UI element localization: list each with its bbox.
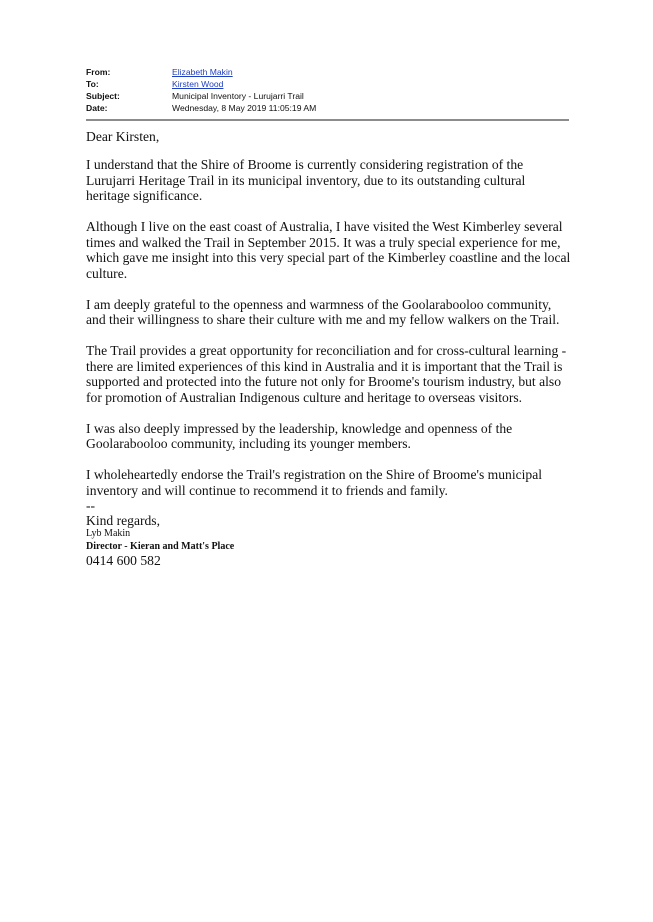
email-body bbox=[86, 129, 572, 569]
to-label: To: bbox=[86, 79, 99, 89]
body-paragraph: Although I live on the east coast of Australia, I have visited the West Kimberley several times and walked the Trail in September 2015. It was a truly special experience for me, which gave me insight into this very special part of the Kimberley coastline and the local culture. bbox=[86, 219, 571, 281]
header-divider bbox=[86, 119, 569, 121]
body-paragraph: I understand that the Shire of Broome is currently considering registration of the Lurujarri Heritage Trail in its municipal inventory, due to its outstanding cultural heritage significance. bbox=[86, 157, 526, 203]
signature-closing: Kind regards, bbox=[86, 513, 160, 528]
from-label: From: bbox=[86, 67, 111, 77]
body-paragraph: The Trail provides a great opportunity for reconciliation and for cross-cultural learning - there are limited experiences of this kind in Australia and it is important that the Trail is supported and protected into the future not only for Broome's tourism industry, but also for promotion of Australian Indigenous culture and heritage to overseas visitors. bbox=[86, 343, 567, 405]
body-paragraph: I was also deeply impressed by the leadership, knowledge and openness of the Goolarabooloo community, including its younger members. bbox=[86, 420, 513, 451]
from-sender-link[interactable]: Elizabeth Makin bbox=[172, 67, 233, 77]
body-paragraph: I wholeheartedly endorse the Trail's registration on the Shire of Broome's municipal inventory and will continue to recommend it to friends and family. bbox=[86, 467, 543, 498]
email-header-subject-row bbox=[86, 90, 570, 102]
email-header-date-row bbox=[86, 102, 570, 114]
email-header-from-row bbox=[86, 66, 570, 78]
signature-phone: 0414 600 582 bbox=[86, 553, 161, 568]
email-header-to-row bbox=[86, 78, 570, 90]
date-value: Wednesday, 8 May 2019 11:05:19 AM bbox=[172, 103, 317, 113]
email-header bbox=[86, 66, 570, 114]
signature-title: Director - Kieran and Matt's Place bbox=[86, 541, 235, 552]
signature-separator: -- bbox=[86, 498, 96, 513]
signature-name: Lyb Makin bbox=[86, 528, 131, 539]
subject-label: Subject: bbox=[86, 91, 120, 101]
signature-block bbox=[86, 498, 572, 569]
greeting: Dear Kirsten, bbox=[86, 129, 160, 144]
to-recipient-link[interactable]: Kirsten Wood bbox=[172, 79, 224, 89]
subject-value: Municipal Inventory - Lurujarri Trail bbox=[172, 91, 304, 101]
body-paragraph: I am deeply grateful to the openness and warmness of the Goolarabooloo community, and their willingness to share their culture with me and my fellow walkers on the Trail. bbox=[86, 296, 560, 327]
date-label: Date: bbox=[86, 103, 108, 113]
